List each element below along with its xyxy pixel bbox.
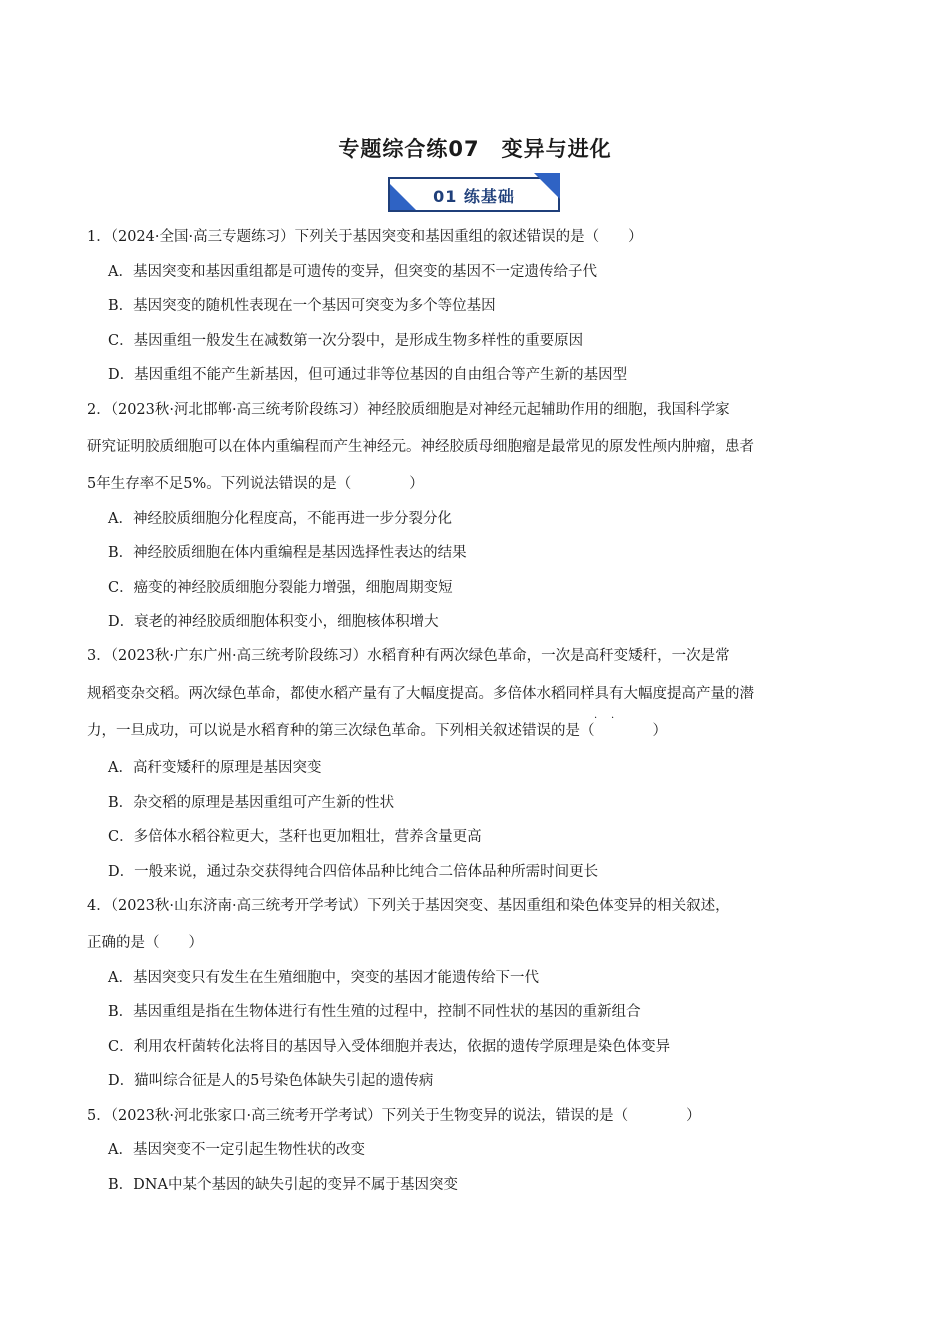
question-3-option-d: D．一般来说，通过杂交获得纯合四倍体品种比纯合二倍体品种所需时间更长	[108, 864, 599, 880]
question-2-stem-line-2: 研究证明胶质细胞可以在体内重编程而产生神经元。神经胶质母细胞瘤是最常见的原发性颅内肿瘤，患者	[87, 439, 754, 455]
question-5-option-b: B．DNA中某个基因的缺失引起的变异不属于基因突变	[108, 1177, 458, 1193]
section-badge	[388, 177, 560, 212]
question-3-stem-line-3: 力，一旦成功，可以说是水稻育种的第三次绿色革命。下列相关叙述错误的是（ ）	[87, 723, 667, 739]
question-4-stem-line-1: 4．（2023秋·山东济南·高三统考开学考试）下列关于基因突变、基因重组和染色体变异的相关叙述，	[87, 898, 730, 914]
question-3-option-b: B．杂交稻的原理是基因重组可产生新的性状	[108, 795, 395, 811]
question-2-option-d: D．衰老的神经胶质细胞体积变小，细胞核体积增大	[108, 614, 439, 630]
question-1-option-c: C．基因重组一般发生在减数第一次分裂中，是形成生物多样性的重要原因	[108, 333, 584, 349]
page-title: 专题综合练07 变异与进化	[338, 137, 612, 161]
question-2-option-a: A．神经胶质细胞分化程度高，不能再进一步分裂分化	[108, 511, 452, 527]
question-4-stem-line-2: 正确的是（ ）	[87, 935, 203, 951]
question-4-option-a: A．基因突变只有发生在生殖细胞中，突变的基因才能遗传给下一代	[108, 970, 539, 986]
question-5-stem: 5．（2023秋·河北张家口·高三统考开学考试）下列关于生物变异的说法，错误的是（ ）	[87, 1108, 701, 1124]
question-4-option-b: B．基因重组是指在生物体进行有性生殖的过程中，控制不同性状的基因的重新组合	[108, 1004, 641, 1020]
question-3-option-a: A．高秆变矮秆的原理是基因突变	[108, 760, 322, 776]
emphasis-dot: ·	[611, 713, 615, 724]
question-1-option-b: B．基因突变的随机性表现在一个基因可突变为多个等位基因	[108, 298, 496, 314]
question-1-option-a: A．基因突变和基因重组都是可遗传的变异，但突变的基因不一定遗传给子代	[108, 264, 597, 280]
emphasis-dot: ·	[594, 713, 598, 724]
question-3-option-c: C．多倍体水稻谷粒更大，茎秆也更加粗壮，营养含量更高	[108, 829, 482, 845]
question-5-option-a: A．基因突变不一定引起生物性状的改变	[108, 1142, 365, 1158]
section-badge-label: 01 练基础	[433, 187, 515, 206]
question-4-option-d: D．猫叫综合征是人的5号染色体缺失引起的遗传病	[108, 1073, 434, 1089]
question-1-stem: 1．（2024·全国·高三专题练习）下列关于基因突变和基因重组的叙述错误的是（ ）	[87, 229, 643, 245]
question-2-option-c: C．癌变的神经胶质细胞分裂能力增强，细胞周期变短	[108, 580, 453, 596]
question-3-stem-line-2: 规稻变杂交稻。两次绿色革命，都使水稻产量有了大幅度提高。多倍体水稻同样具有大幅度提高产量的潜	[87, 686, 754, 702]
question-3-stem-line-1: 3．（2023秋·广东广州·高三统考阶段练习）水稻育种有两次绿色革命，一次是高秆变矮秆，一次是常	[87, 648, 730, 664]
question-2-option-b: B．神经胶质细胞在体内重编程是基因选择性表达的结果	[108, 545, 467, 561]
question-4-option-c: C．利用农杆菌转化法将目的基因导入受体细胞并表达，依据的遗传学原理是染色体变异	[108, 1039, 671, 1055]
question-1-option-d: D．基因重组不能产生新基因，但可通过非等位基因的自由组合等产生新的基因型	[108, 367, 628, 383]
question-2-stem-line-1: 2．（2023秋·河北邯郸·高三统考阶段练习）神经胶质细胞是对神经元起辅助作用的细胞，我国科学家	[87, 402, 730, 418]
question-2-stem-line-3: 5年生存率不足5%。下列说法错误的是（ ）	[87, 476, 424, 492]
